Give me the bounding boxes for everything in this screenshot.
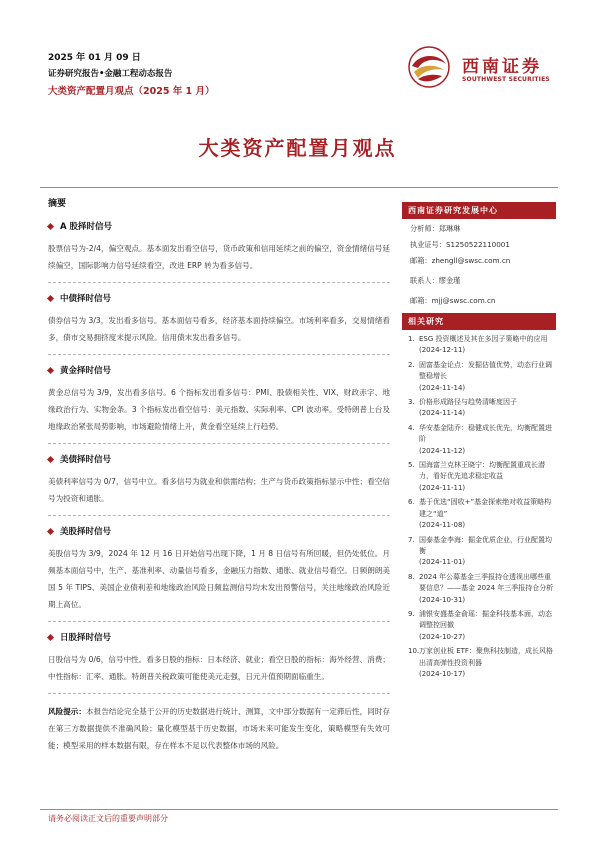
footer-disclaimer: 请务必阅读正文后的重要声明部分 xyxy=(48,814,168,823)
section-divider xyxy=(48,693,390,694)
page-title: 大类资产配置月观点 xyxy=(198,136,397,160)
research-center-bar: 西南证券研究发展中心 xyxy=(402,202,556,219)
logo-name-en: SOUTHWEST SECURITIES xyxy=(462,76,550,83)
analyst-name: 郑琳琳 xyxy=(438,224,461,233)
section-heading-gold: 黄金择时信号 xyxy=(48,364,390,376)
abstract-column xyxy=(48,196,390,754)
report-series: 大类资产配置月观点（2025 年 1 月） xyxy=(48,86,215,97)
related-item[interactable]: 9. 浦银安盛基金俞瑶：掘金科技基本面，动态调整控回撤 (2024-10-27) xyxy=(408,609,552,641)
related-item[interactable]: 10. 万家创业板 ETF：聚焦科技制造，成长风格出清高弹性投资利器 (2024-10-17) xyxy=(408,647,553,678)
diamond-bullet-icon xyxy=(47,294,54,301)
analyst-contact xyxy=(402,219,556,313)
logo-name-cn: 西南证券 xyxy=(462,57,542,77)
section-heading-us-bond: 美债择时信号 xyxy=(48,453,390,465)
diamond-bullet-icon xyxy=(47,527,54,534)
risk-warning xyxy=(48,703,390,754)
section-body-a-share: 股票信号为-2/4，偏空观点。基本面发出看空信号，货币政策和信用延续之前的偏空，资金情绪信号延续偏空，国际影响力信号延续看空，改进 ERP 转为看多信号。 xyxy=(48,244,390,270)
section-body-us-equity: 美股信号为 3/9，2024 年 12 月 16 日开始信号出现下降，1 月 8 日信号有所回暖，但仍处低位。月频基本面信号中，生产、基准利率、动量信号看多，金融压力指数、通胀、就业信号看空。日频朗朗美国 5 年 TIPS、美国企业债利差和地缘政治风险日频监测信号均未发出预警信号，关注地缘政治风险近期上高位。 xyxy=(48,549,390,609)
contact-name: 缪金瑾 xyxy=(438,276,461,285)
diamond-bullet-icon xyxy=(47,633,54,640)
related-item[interactable]: 4. 华安基金陆乔：稳健成长优先，均衡配置进阶 (2024-11-12) xyxy=(408,423,552,455)
section-body-china-bond: 债券信号为 3/3，发出看多信号。基本面信号看多，经济基本面持续偏空。市场利率看多，交易情绪看多，债市交易拥挤度未提示风险。信用债末发出看多信号。 xyxy=(48,316,390,342)
section-heading-us-equity: 美股择时信号 xyxy=(48,525,390,537)
sidebar xyxy=(402,202,556,683)
report-type: 证券研究报告•金融工程动态报告 xyxy=(48,69,173,79)
section-divider xyxy=(48,515,390,516)
analyst-license: 执业证号：S1250522110001 xyxy=(410,240,510,249)
top-divider xyxy=(40,187,558,188)
related-item[interactable]: 8. 2024 年公募基金三季报持仓透视出哪些重要信息？——基金 2024 年三季报持仓分析 (2024-10-31) xyxy=(408,572,554,604)
section-body-us-bond: 美债利率信号为 0/7，信号中立。看多信号为就业和供需结构；生产与货币政策指标显示中性；看空信号为投资和通胀。 xyxy=(48,477,390,503)
related-item[interactable]: 6. 基于优选“固收+”基金探索绝对收益策略构建之“道” (2024-11-08) xyxy=(408,498,552,530)
related-item[interactable]: 2. 固富基金论点：发掘估值优势，动态行业调整稳增长 (2024-11-14) xyxy=(408,360,552,392)
section-heading-japan-equity: 日股择时信号 xyxy=(48,631,390,643)
related-item[interactable]: 3. 价格形成路径与趋势清晰度因子 (2024-11-14) xyxy=(408,398,517,418)
related-item[interactable]: 7. 国泰基金李海：掘金优质企业，行业配置均衡 (2024-11-01) xyxy=(408,535,552,567)
section-divider xyxy=(48,621,390,622)
contact-label: 联系人： xyxy=(410,276,439,285)
section-divider xyxy=(48,443,390,444)
related-research-list xyxy=(402,330,556,680)
company-logo xyxy=(408,46,558,92)
analyst-label: 分析师： xyxy=(410,224,439,233)
related-research-bar: 相关研究 xyxy=(402,313,556,330)
diamond-bullet-icon xyxy=(47,222,54,229)
risk-label: 风险提示： xyxy=(48,707,87,716)
analyst-email-link[interactable]: 邮箱：zhengll@swsc.com.cn xyxy=(410,256,511,265)
related-item[interactable]: 1. ESG 投资概述及其在多因子策略中的应用 (2024-12-11) xyxy=(408,335,548,355)
section-body-gold: 黄金总信号为 3/9，发出看多信号。6 个指标发出看多信号：PMI、股债相关性、VIX、财政赤字、地缘政治行为、实物金条。3 个指标发出看空信号：美元指数、实际利率、CPI 波动率。受特朗普上台及地缘政治紧张局势影响，市场避险情绪上升，黄金看空延续上行趋势。 xyxy=(48,388,390,431)
brand-swirl-icon xyxy=(408,46,450,88)
section-divider xyxy=(48,354,390,355)
diamond-bullet-icon xyxy=(47,455,54,462)
contact-email-link[interactable]: 邮箱：mjj@swsc.com.cn xyxy=(410,296,496,305)
section-body-japan-equity: 日股信号为 0/6，信号中性。看多日股的指标：日本经济、就业；看空日股的指标：海外经营、消费；中性指标：汇率、通胀。特朗普关税政策可能使美元走强，日元升值预期面临重生。 xyxy=(48,655,390,681)
report-date: 2025 年 01 月 09 日 xyxy=(48,53,141,63)
related-item[interactable]: 5. 国海富兰克林王晓宁：均衡配置重成长潜力，看好优先追求稳定收益 (2024-11-11) xyxy=(408,461,545,492)
section-divider xyxy=(48,282,390,283)
section-heading-a-share: A 股择时信号 xyxy=(48,220,390,232)
bottom-divider xyxy=(40,809,558,810)
section-heading-china-bond: 中债择时信号 xyxy=(48,292,390,304)
diamond-bullet-icon xyxy=(47,366,54,373)
risk-text: 本报告结论完全基于公开的历史数据进行统计、测算，文中部分数据有一定滞后性，同时存在第三方数据提供不准确风险；量化模型基于历史数据，市场未来可能发生变化，策略模型有失效可能；模型采用的样本数据有限，存在样本不足以代表整体市场的风险。 xyxy=(48,707,391,750)
abstract-label: 摘要 xyxy=(48,199,67,209)
